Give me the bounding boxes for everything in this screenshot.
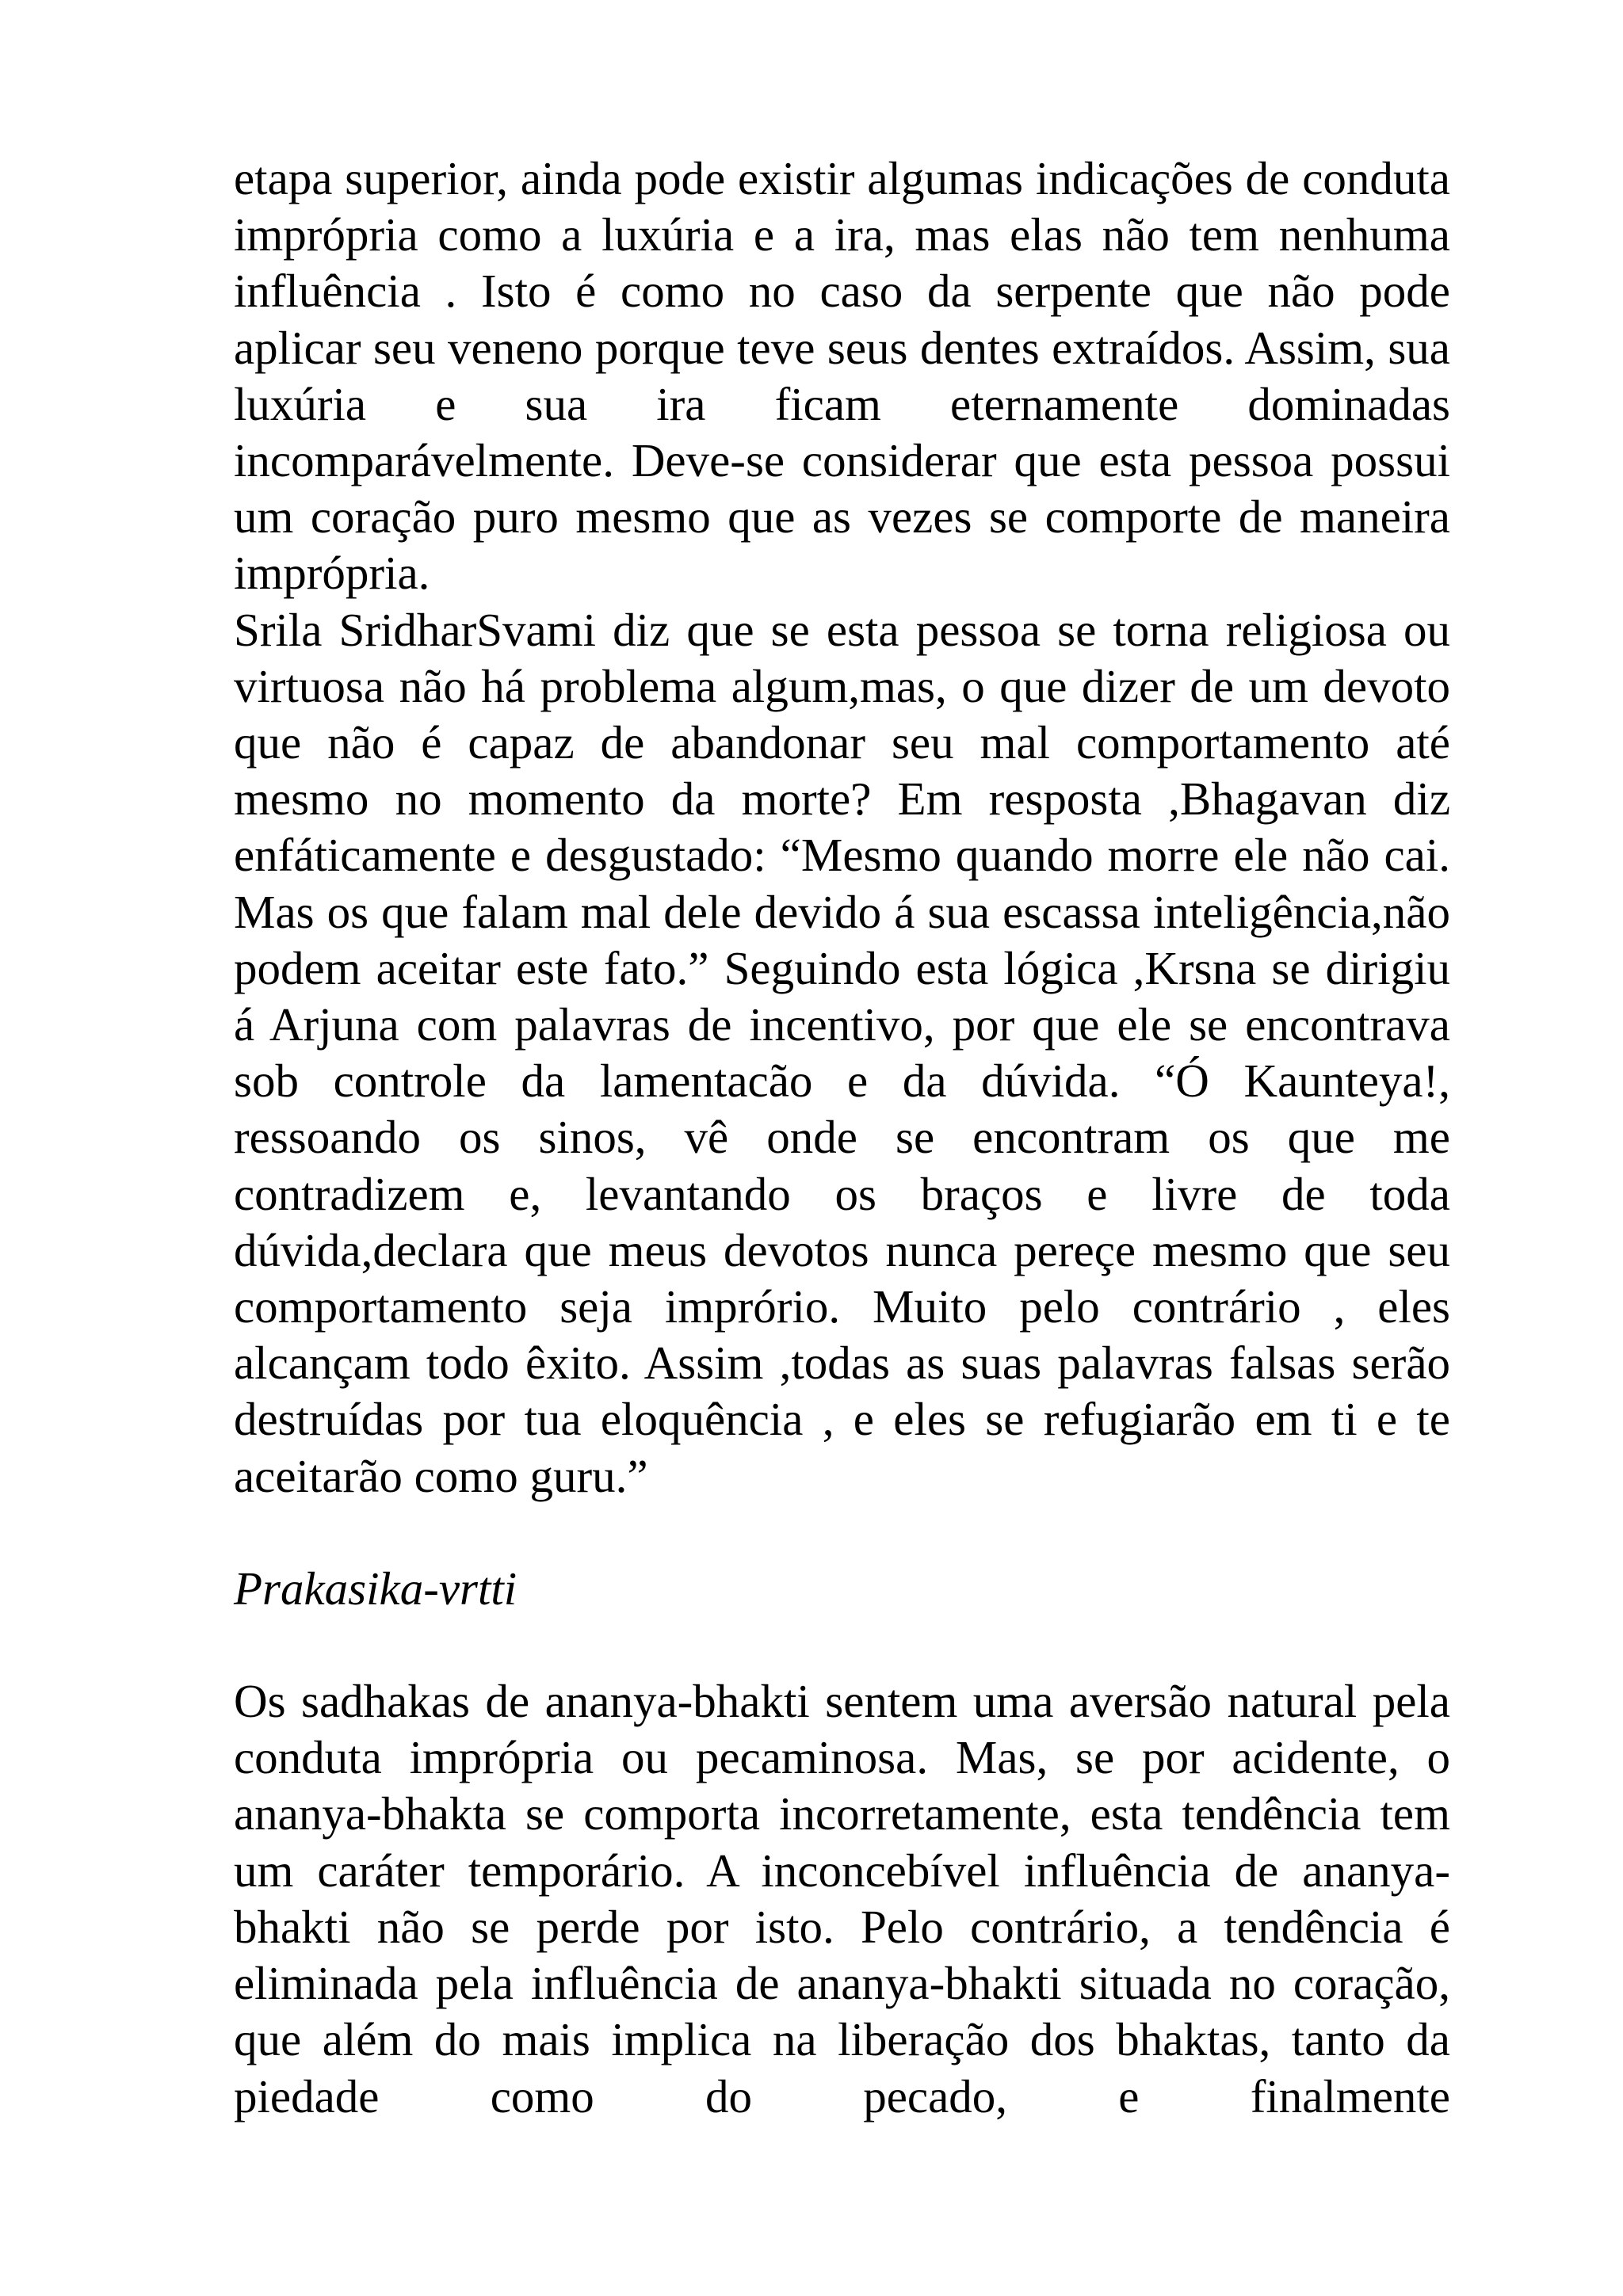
body-paragraph-2: Srila SridharSvami diz que se esta pessoa se torna religiosa ou virtuosa não há problema algum,mas, o que dizer de um devoto que não é capaz de abandonar seu mal comportamento até mesmo no momento da morte? Em resposta ,Bhagavan diz enfáticamente e desgustado: “Mesmo quando morre ele não cai. Mas os que falam mal dele devido á sua escassa inteligência,não podem aceitar este fato.” Seguindo esta lógica ,Krsna se dirigiu á Arjuna com palavras de incentivo, por que ele se encontrava sob controle da lamentacão e da dúvida. “Ó Kaunteya!, ressoando os sinos, vê onde se encontram os que me contradizem e, levantando os braços e livre de toda dúvida,declara que meus devotos nunca pereçe mesmo que seu comportamento seja imprório. Muito pelo contrário , eles alcançam todo êxito. Assim ,todas as suas palavras falsas serão destruídas por tua eloquência , e eles se refugiarão em ti e te aceitarão como guru.” [234, 603, 1450, 1502]
body-paragraph-1: etapa superior, ainda pode existir algumas indicações de conduta imprópria como a luxúria e a ira, mas elas não tem nenhuma influência . Isto é como no caso da serpente que não pode aplicar seu veneno porque teve seus dentes extraídos. Assim, sua luxúria e sua ira ficam eternamente dominadas incomparávelmente. Deve-se considerar que esta pessoa possui um coração puro mesmo que as vezes se comporte de maneira imprópria. [234, 152, 1450, 600]
section-heading: Prakasika-vrtti [234, 1562, 517, 1615]
body-paragraph-3: Os sadhakas de ananya-bhakti sentem uma aversão natural pela conduta imprópria ou pecaminosa. Mas, se por acidente, o ananya-bhakta se comporta incorretamente, esta tendência tem um caráter temporário. A inconcebível influência de ananya-bhakti não se perde por isto. Pelo contrário, a tendência é eliminada pela influência de ananya-bhakti situada no coração, que além do mais implica na liberação dos bhaktas, tanto da piedade como do pecado, e finalmente [234, 1675, 1450, 2122]
